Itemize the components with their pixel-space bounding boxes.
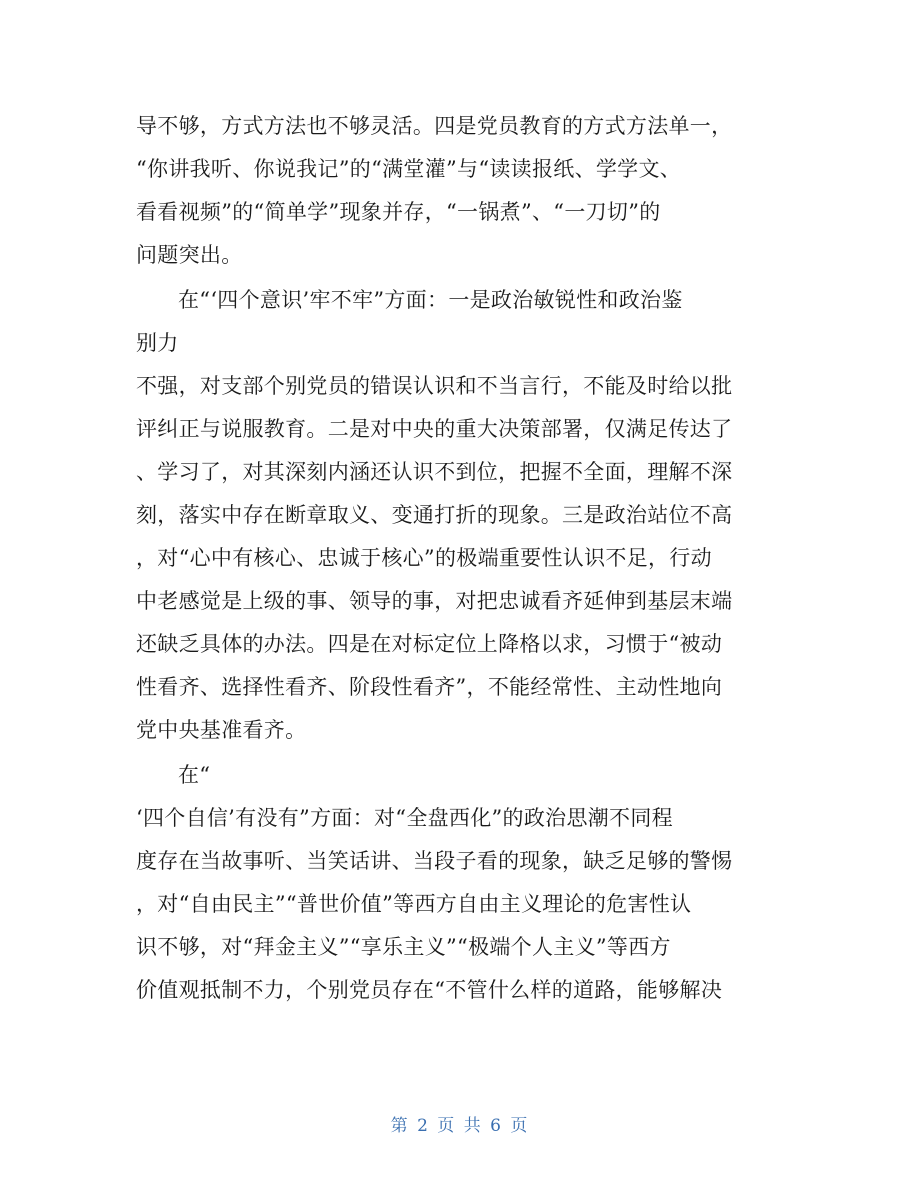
text-line: 评纠正与说服教育。二是对中央的重大决策部署，仅满足传达了 — [136, 417, 733, 441]
text-line: 价值观抵制不力，个别党员存在“不管什么样的道路，能够解决 — [136, 978, 723, 1002]
text-line: “你讲我听、你说我记”的“满堂灌”与“读读报纸、学学文、 — [136, 157, 682, 181]
paragraph-start-line: 在“ — [178, 763, 211, 787]
page-number: 第 2 页 共 6 页 — [390, 1116, 530, 1136]
text-line: ，对“心中有核心、忠诚于核心”的极端重要性认识不足，行动 — [136, 546, 712, 570]
text-line: 看看视频”的“简单学”现象并存，“一锅煮”、“一刀切”的 — [136, 200, 661, 224]
text-line: 识不够，对“拜金主义”“享乐主义”“极端个人主义”等西方 — [136, 935, 671, 959]
paragraph-start-line: 在“‘四个意识’牢不牢”方面：一是政治敏锐性和政治鉴 — [178, 288, 683, 312]
text-line: 别力 — [136, 331, 179, 355]
text-line: ，对“自由民主”“普世价值”等西方自由主义理论的危害性认 — [136, 892, 692, 916]
text-line: 、学习了，对其深刻内涵还认识不到位，把握不全面，理解不深 — [136, 460, 733, 484]
text-line: 性看齐、选择性看齐、阶段性看齐”，不能经常性、主动性地向 — [136, 675, 723, 699]
text-line: 中老感觉是上级的事、领导的事，对把忠诚看齐延伸到基层末端 — [136, 589, 733, 613]
text-line: 不强，对支部个别党员的错误认识和不当言行，不能及时给以批 — [136, 374, 733, 398]
text-line: 问题突出。 — [136, 243, 243, 267]
text-line: 度存在当故事听、当笑话讲、当段子看的现象，缺乏足够的警惕 — [136, 849, 733, 873]
text-line: ‘四个自信’有没有”方面：对“全盘西化”的政治思潮不同程 — [136, 806, 673, 830]
text-line: 刻，落实中存在断章取义、变通打折的现象。三是政治站位不高 — [136, 503, 733, 527]
text-line: 还缺乏具体的办法。四是在对标定位上降格以求，习惯于“被动 — [136, 632, 723, 656]
text-line: 党中央基准看齐。 — [136, 718, 307, 742]
text-line: 导不够，方式方法也不够灵活。四是党员教育的方式方法单一， — [136, 114, 733, 138]
